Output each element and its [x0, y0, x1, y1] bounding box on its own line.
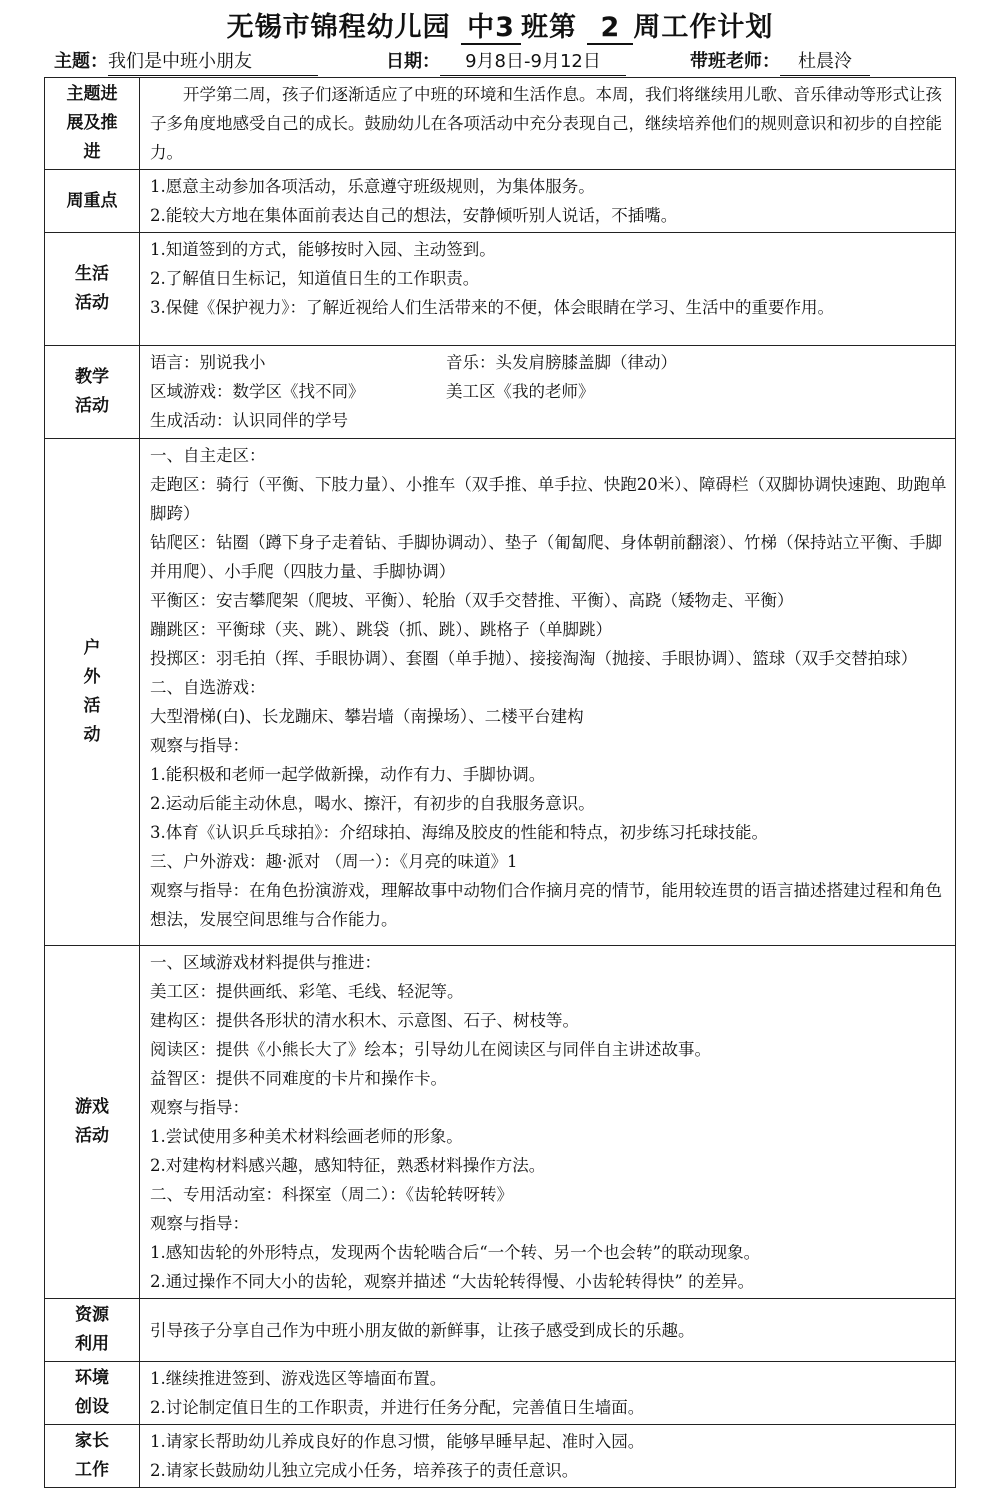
list-item: 1.愿意主动参加各项活动，乐意遵守班级规则，为集体服务。 — [150, 177, 595, 196]
row-resource — [45, 1299, 956, 1362]
page-title — [0, 8, 1000, 48]
row-label-teaching: 教学活动 — [45, 346, 140, 439]
list-item: 观察与指导： — [150, 736, 249, 755]
date-value: 9月8日-9月12日 — [440, 49, 626, 76]
teaching-music: 音乐：头发肩膀膝盖脚（律动） — [446, 353, 677, 372]
theme-label: 主题： — [54, 51, 108, 72]
teacher-field — [690, 48, 870, 76]
list-item: 2.了解值日生标记，知道值日生的工作职责。 — [150, 269, 480, 288]
teaching-language: 语言：别说我小 — [150, 353, 266, 372]
list-item: 1.知道签到的方式，能够按时入园、主动签到。 — [150, 240, 496, 259]
list-item: 2.运动后能主动休息，喝水、擦汗，有初步的自我服务意识。 — [150, 794, 595, 813]
row-life — [45, 233, 956, 346]
list-item: 走跑区：骑行（平衡、下肢力量）、小推车（双手推、单手拉、快跑20米）、障碍栏（双脚协调快速跑、助跑单脚跨） — [150, 475, 947, 523]
list-item: 1.请家长帮助幼儿养成良好的作息习惯，能够早睡早起、准时入园。 — [150, 1432, 645, 1451]
title-suffix: 周工作计划 — [633, 12, 774, 43]
list-item: 1.能积极和老师一起学做新操，动作有力、手脚协调。 — [150, 765, 546, 784]
title-prefix: 无锡市锦程幼儿园 — [226, 12, 451, 43]
date-label: 日期： — [386, 51, 440, 72]
row-content-focus — [140, 170, 956, 233]
row-content-teaching — [140, 346, 956, 439]
list-item: 3.体育《认识乒乓球拍》：介绍球拍、海绵及胶皮的性能和特点，初步练习托球技能。 — [150, 823, 768, 842]
row-label-parents: 家长工作 — [45, 1425, 140, 1488]
plan-meta — [50, 48, 960, 78]
list-item: 二、自选游戏： — [150, 678, 266, 697]
list-item: 蹦跳区：平衡球（夹、跳）、跳袋（抓、跳）、跳格子（单脚跳） — [150, 620, 612, 639]
list-item: 大型滑梯(白)、长龙蹦床、攀岩墙（南操场）、二楼平台建构 — [150, 707, 584, 726]
list-item: 观察与指导： — [150, 1098, 249, 1117]
list-item: 平衡区：安吉攀爬架（爬坡、平衡）、轮胎（双手交替推、平衡）、高跷（矮物走、平衡） — [150, 591, 794, 610]
list-item: 阅读区：提供《小熊长大了》绘本；引导幼儿在阅读区与同伴自主讲述故事。 — [150, 1040, 711, 1059]
teacher-value: 杜晨泠 — [780, 49, 870, 76]
list-item: 一、区域游戏材料提供与推进： — [150, 953, 381, 972]
row-content-parents — [140, 1425, 956, 1488]
list-item: 建构区：提供各形状的清水积木、示意图、石子、树枝等。 — [150, 1011, 579, 1030]
row-outdoor — [45, 439, 956, 946]
list-item: 投掷区：羽毛拍（挥、手眼协调）、套圈（单手抛）、接接淘淘（抛接、手眼协调）、篮球（双手交替拍球） — [150, 649, 918, 668]
teacher-label: 带班老师： — [690, 51, 780, 72]
list-item: 美工区：提供画纸、彩笔、毛线、轻泥等。 — [150, 982, 464, 1001]
row-label-environment: 环境创设 — [45, 1362, 140, 1425]
row-progress — [45, 78, 956, 170]
class-name: 中3 — [461, 13, 521, 45]
list-item: 一、自主走区： — [150, 446, 266, 465]
list-item: 二、专用活动室：科探室（周二）：《齿轮转呀转》 — [150, 1185, 513, 1204]
row-game — [45, 946, 956, 1299]
row-parents — [45, 1425, 956, 1488]
list-item: 2.请家长鼓励幼儿独立完成小任务，培养孩子的责任意识。 — [150, 1461, 579, 1480]
row-label-life: 生活活动 — [45, 233, 140, 346]
progress-text: 开学第二周，孩子们逐渐适应了中班的环境和生活作息。本周，我们将继续用儿歌、音乐律动等形式让孩子多角度地感受自己的成长。鼓励幼儿在各项活动中充分表现自己，继续培养他们的规则意识和初步的自控能力。 — [150, 85, 942, 162]
list-item: 观察与指导：在角色扮演游戏，理解故事中动物们合作摘月亮的情节，能用较连贯的语言描述搭建过程和角色想法，发展空间思维与合作能力。 — [150, 881, 942, 929]
row-focus — [45, 170, 956, 233]
title-mid: 班第 — [521, 12, 577, 43]
row-label-focus: 周重点 — [45, 170, 140, 233]
week-number: 2 — [587, 13, 633, 45]
list-item: 2.通过操作不同大小的齿轮，观察并描述 “大齿轮转得慢、小齿轮转得快” 的差异。 — [150, 1272, 755, 1291]
row-content-environment — [140, 1362, 956, 1425]
theme-field — [54, 48, 318, 76]
list-item: 2.讨论制定值日生的工作职责，并进行任务分配，完善值日生墙面。 — [150, 1398, 645, 1417]
row-content-game — [140, 946, 956, 1299]
list-item: 3.保健《保护视力》：了解近视给人们生活带来的不便，体会眼睛在学习、生活中的重要作用。 — [150, 298, 834, 317]
resource-text: 引导孩子分享自己作为中班小朋友做的新鲜事，让孩子感受到成长的乐趣。 — [150, 1320, 695, 1340]
list-item: 1.尝试使用多种美术材料绘画老师的形象。 — [150, 1127, 463, 1146]
weekly-plan-table — [44, 77, 956, 1488]
theme-value: 我们是中班小朋友 — [108, 49, 318, 76]
row-environment — [45, 1362, 956, 1425]
row-content-life — [140, 233, 956, 346]
row-label-game: 游戏活动 — [45, 946, 140, 1299]
list-item: 1.继续推进签到、游戏选区等墙面布置。 — [150, 1369, 447, 1388]
list-item: 钻爬区：钻圈（蹲下身子走着钻、手脚协调动）、垫子（匍匐爬、身体朝前翻滚）、竹梯（保持站立平衡、手脚并用爬）、小手爬（四肢力量、手脚协调） — [150, 533, 942, 581]
row-label-outdoor: 户外活动 — [45, 439, 140, 946]
row-label-resource: 资源利用 — [45, 1299, 140, 1362]
teaching-area-game: 区域游戏：数学区《找不同》 — [150, 382, 365, 401]
row-label-progress: 主题进展及推进 — [45, 78, 140, 170]
row-content-outdoor — [140, 439, 956, 946]
list-item: 三、户外游戏：趣·派对 （周一）：《月亮的味道》1 — [150, 852, 518, 871]
row-teaching — [45, 346, 956, 439]
teaching-art-area: 美工区《我的老师》 — [446, 382, 595, 401]
list-item: 观察与指导： — [150, 1214, 249, 1233]
list-item: 益智区：提供不同难度的卡片和操作卡。 — [150, 1069, 447, 1088]
row-content-progress — [140, 78, 956, 170]
teaching-generated: 生成活动：认识同伴的学号 — [150, 411, 348, 430]
list-item: 1.感知齿轮的外形特点，发现两个齿轮啮合后“一个转、另一个也会转”的联动现象。 — [150, 1243, 761, 1262]
list-item: 2.能较大方地在集体面前表达自己的想法，安静倾听别人说话，不插嘴。 — [150, 206, 678, 225]
row-content-resource — [140, 1299, 956, 1362]
date-field — [386, 48, 626, 76]
list-item: 2.对建构材料感兴趣，感知特征，熟悉材料操作方法。 — [150, 1156, 546, 1175]
